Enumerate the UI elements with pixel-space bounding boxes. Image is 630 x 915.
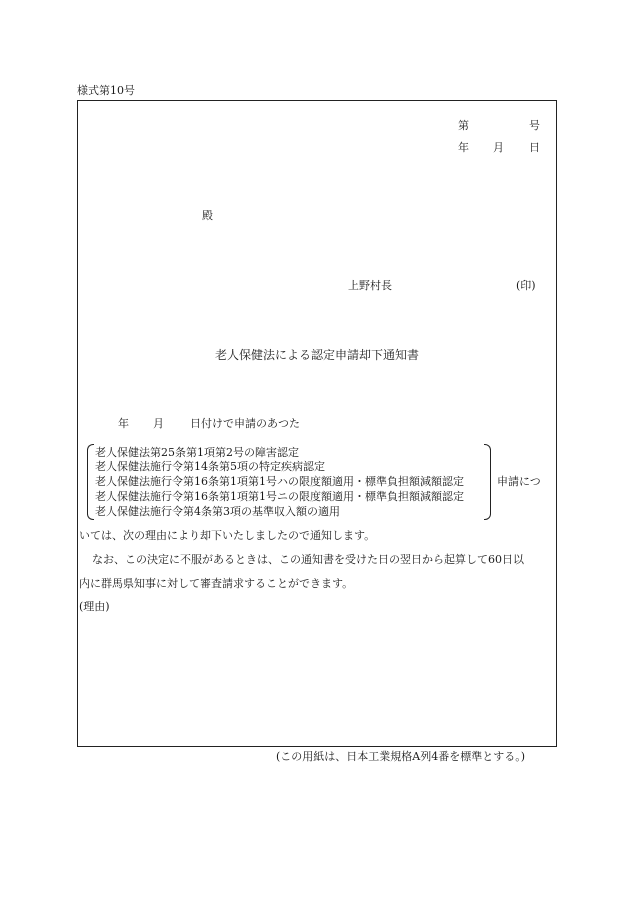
application-month: 月 bbox=[153, 417, 164, 430]
bracket-suffix: 申請につ bbox=[497, 475, 541, 488]
body-line-1: いては、次の理由により却下いたしましたので通知します。 bbox=[79, 529, 376, 542]
doc-number-suffix: 号 bbox=[529, 119, 540, 132]
doc-date-day: 日 bbox=[529, 141, 540, 154]
footer-note: (この用紙は、日本工業規格A列4番を標準とする。) bbox=[276, 750, 526, 763]
law-item: 老人保健法施行令第14条第5項の特定疾病認定 bbox=[95, 460, 325, 473]
left-bracket bbox=[87, 444, 94, 520]
doc-date-year: 年 bbox=[458, 141, 469, 154]
document-title: 老人保健法による認定申請却下通知書 bbox=[215, 348, 420, 362]
law-item: 老人保健法施行令第16条第1項第1号ニの限度額適用・標準負担額減額認定 bbox=[95, 490, 464, 503]
doc-number-prefix: 第 bbox=[458, 119, 469, 132]
right-bracket bbox=[484, 444, 491, 520]
form-frame bbox=[77, 100, 557, 747]
law-item: 老人保健法施行令第4条第3項の基準収入額の適用 bbox=[95, 505, 340, 518]
application-year: 年 bbox=[118, 417, 129, 430]
body-line-2: なお、この決定に不服があるときは、この通知書を受けた日の翌日から起算して60日以 bbox=[92, 553, 524, 566]
body-line-3: 内に群馬県知事に対して審査請求することができます。 bbox=[79, 577, 354, 590]
law-item: 老人保健法施行令第16条第1項第1号ハの限度額適用・標準負担額減額認定 bbox=[95, 475, 464, 488]
addressee-honorific: 殿 bbox=[202, 209, 213, 222]
doc-date-month: 月 bbox=[493, 141, 504, 154]
reason-label: (理由) bbox=[79, 600, 110, 613]
law-item: 老人保健法第25条第1項第2号の障害認定 bbox=[95, 446, 299, 459]
issuer-name: 上野村長 bbox=[348, 279, 392, 292]
issuer-seal: (印) bbox=[516, 279, 536, 292]
form-number: 様式第10号 bbox=[77, 84, 135, 97]
application-date-text: 日付けで申請のあつた bbox=[190, 417, 300, 430]
